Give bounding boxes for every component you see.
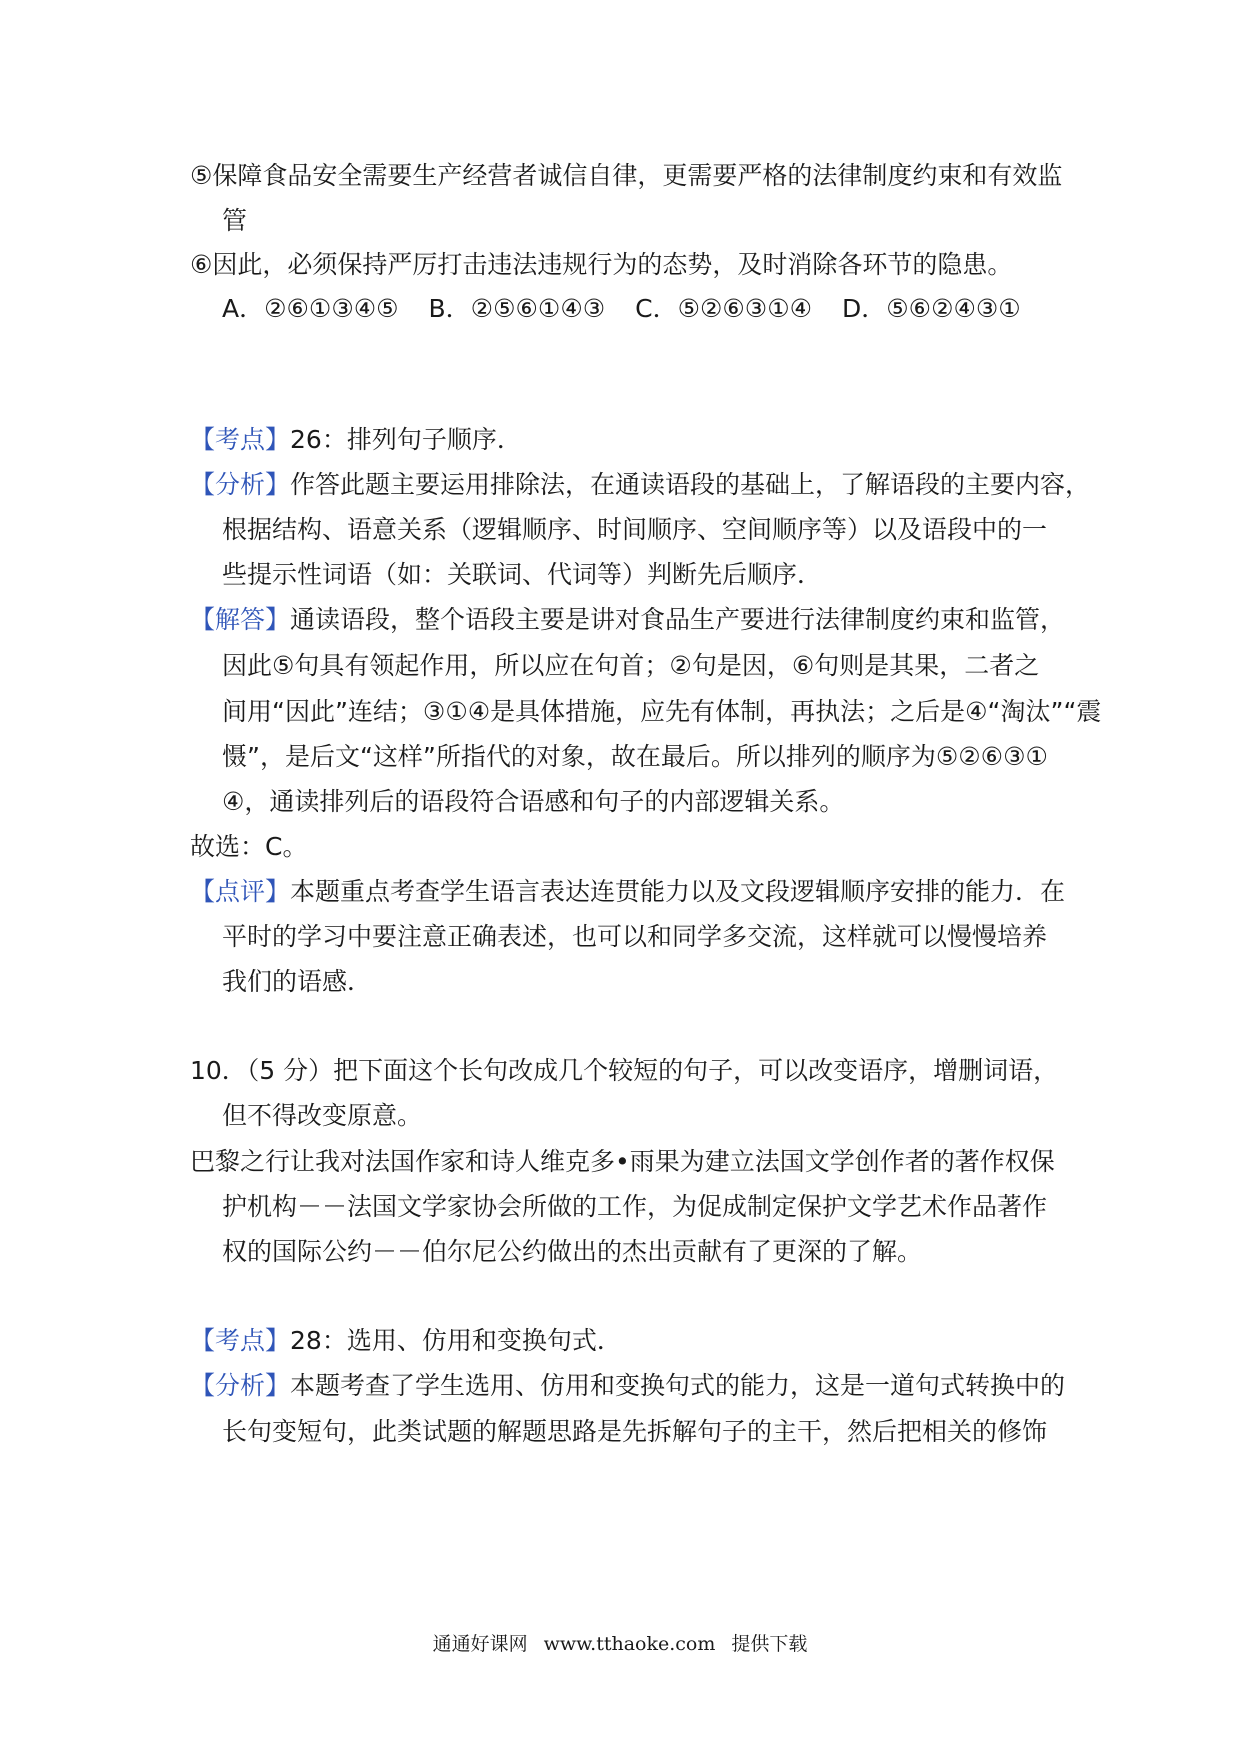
kaodian-text: 26：排列句子顺序．: [290, 425, 522, 454]
jieda-9-line-3: 间用“因此”连结；③①④是具体措施，应先有体制，再执法；之后是④“淘汰”“震: [222, 697, 1102, 726]
fenxi-tag: 【分析】: [190, 1371, 291, 1400]
kaodian-9: [190, 424, 522, 456]
footer-suffix: 提供下载: [731, 1633, 808, 1655]
option-d: D．⑤⑥②④③①: [842, 294, 1021, 323]
dianping-9-line-1: [190, 876, 1065, 908]
item-5-line-2: 管: [222, 206, 248, 235]
answer-options: [222, 293, 1043, 325]
item-5-line-1: ⑤保障食品安全需要生产经营者诚信自律，更需要严格的法律制度约束和有效监: [190, 161, 1063, 190]
jieda-tag: 【解答】: [190, 605, 291, 634]
dianping-9-line-3: 我们的语感．: [222, 967, 373, 996]
jieda-9-line-1: [190, 604, 1065, 636]
fenxi-9-line-1: [190, 469, 1090, 501]
jieda-text: 通读语段，整个语段主要是讲对食品生产要进行法律制度约束和监管，: [290, 605, 1066, 634]
jieda-9-line-5: ④，通读排列后的语段符合语感和句子的内部逻辑关系。: [222, 787, 845, 816]
fenxi-text: 作答此题主要运用排除法，在通读语段的基础上，了解语段的主要内容，: [290, 470, 1091, 499]
footer-url[interactable]: www.tthaoke.com: [543, 1633, 716, 1655]
answer-choice: 故选：C。: [190, 832, 308, 861]
fenxi-text: 本题考查了学生选用、仿用和变换句式的能力，这是一道句式转换中的: [290, 1371, 1066, 1400]
page-footer: [0, 1632, 1240, 1656]
item-6: ⑥因此，必须保持严厉打击违法违规行为的态势，及时消除各环节的隐患。: [190, 250, 1013, 279]
kaodian-text: 28：选用、仿用和变换句式．: [290, 1326, 622, 1355]
kaodian-tag: 【考点】: [190, 1326, 291, 1355]
fenxi-tag: 【分析】: [190, 470, 291, 499]
footer-site-name: 通通好课网: [432, 1633, 528, 1655]
option-b: B．②⑤⑥①④③: [428, 294, 606, 323]
passage-line-3: 权的国际公约－－伯尔尼公约做出的杰出贡献有了更深的了解。: [222, 1237, 923, 1266]
option-c: C．⑤②⑥③①④: [635, 294, 813, 323]
fenxi-10-line-2: 长句变短句，此类试题的解题思路是先拆解句子的主干，然后把相关的修饰: [222, 1417, 1048, 1446]
jieda-9-line-2: 因此⑤句具有领起作用，所以应在句首；②句是因，⑥句则是其果，二者之: [222, 651, 1040, 680]
passage-line-2: 护机构－－法国文学家协会所做的工作，为促成制定保护文学艺术作品著作: [222, 1192, 1048, 1221]
option-a: A．②⑥①③④⑤: [222, 294, 399, 323]
dianping-9-line-2: 平时的学习中要注意正确表述，也可以和同学多交流，这样就可以慢慢培养: [222, 922, 1048, 951]
jieda-9-line-4: 慑”，是后文“这样”所指代的对象，故在最后。所以排列的顺序为⑤②⑥③①: [222, 742, 1048, 771]
kaodian-10: [190, 1325, 622, 1357]
question-10-line-2: 但不得改变原意。: [222, 1101, 423, 1130]
fenxi-9-line-2: 根据结构、语意关系（逻辑顺序、时间顺序、空间顺序等）以及语段中的一: [222, 515, 1048, 544]
fenxi-9-line-3: 些提示性词语（如：关联词、代词等）判断先后顺序．: [222, 560, 823, 589]
dianping-text: 本题重点考查学生语言表达连贯能力以及文段逻辑顺序安排的能力．在: [290, 877, 1066, 906]
dianping-tag: 【点评】: [190, 877, 291, 906]
fenxi-10-line-1: [190, 1370, 1065, 1402]
passage-line-1: 巴黎之行让我对法国作家和诗人维克多•雨果为建立法国文学创作者的著作权保: [190, 1147, 1055, 1176]
kaodian-tag: 【考点】: [190, 425, 291, 454]
question-10-line-1: 10．（5 分）把下面这个长句改成几个较短的句子，可以改变语序，增删词语，: [190, 1056, 1059, 1085]
